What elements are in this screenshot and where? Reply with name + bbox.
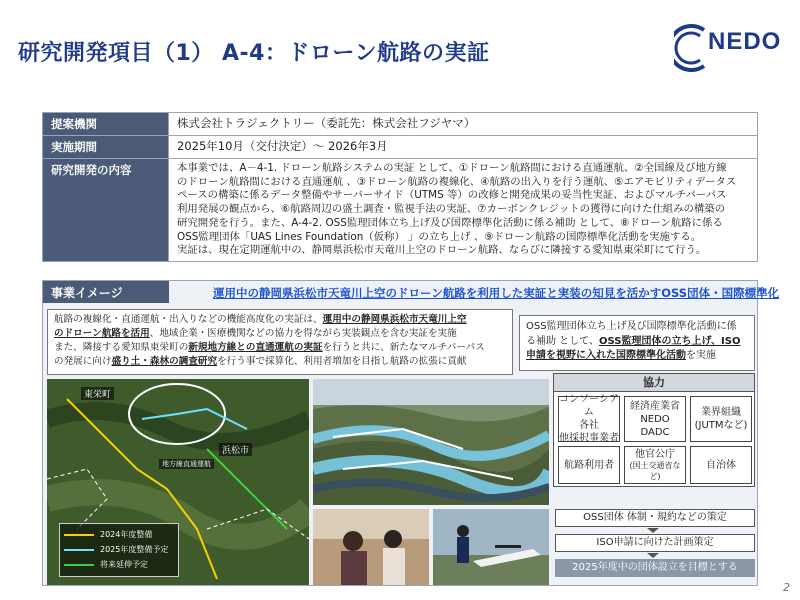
legend-swatch: [64, 549, 94, 551]
page-title: 研究開発項目（1） A-4：ドローン航路の実証: [18, 41, 490, 66]
legend-item: [64, 527, 174, 542]
box-text: 他官公庁: [635, 449, 675, 461]
box-text: (JUTMなど): [694, 420, 748, 431]
desc-emphasis: 新規地方線との直通運航の実証: [188, 341, 323, 353]
content-line: 利用発展の観点から、⑥航路周辺の盛土調査・監視手法の実証、⑦カーボンクレジットの獲得に向けた仕組みの構築の: [177, 203, 726, 216]
logo-text: NEDO: [708, 28, 782, 55]
box-text: 他採択事業者: [559, 433, 619, 444]
down-arrow-icon: [647, 553, 659, 558]
content-line: 本事業では、A－4-1. ドローン航路システムの実証 として、①ドローン航路間における直通運航、②全国線及び地方線: [177, 162, 727, 174]
satellite-map-image: [47, 379, 309, 585]
desc-text: 、地域企業・医療機関などの協力を得ながら実装観点を含む実証を実施: [149, 327, 457, 339]
box-text: NEDO: [640, 413, 670, 425]
desc-text: また、隣接する愛知県東栄町の: [54, 341, 189, 353]
industry-org-box: [690, 396, 752, 442]
drone-photo-icon: [433, 509, 549, 585]
content-line: ペースの構築に係るデータ整備やサーバーサイド（UTMS 等）の改修と開発成果の妥当性実証、およびマルチパーパス: [177, 189, 727, 202]
municipality-box: 自治体: [690, 446, 752, 484]
proposer-value: 株式会社トラジェクトリー（委託先：株式会社フジヤマ）: [169, 113, 758, 136]
iso-plan-bar: ISO申請に向けた計画策定: [555, 534, 755, 552]
table-row: [43, 136, 758, 159]
table-row: [43, 113, 758, 136]
note-emphasis: OSS監理団体の立ち上げ、ISO: [598, 335, 741, 347]
drone-photo: [433, 509, 549, 585]
project-info-table: [42, 112, 758, 262]
page-number: 2: [783, 581, 790, 594]
desc-text: 航路の複線化・直通運航・出入りなどの機能高度化の実証は、: [54, 314, 323, 325]
other-agencies-box: [624, 446, 686, 484]
cooperation-title: 協力: [554, 374, 754, 392]
panel-label: 事業イメージ: [43, 281, 169, 303]
legend-item: [64, 542, 174, 557]
map-label-route: 地方線直通運航: [159, 459, 214, 469]
map-legend: [59, 523, 179, 577]
desc-emphasis: 盛り土・森林の調査研究: [111, 355, 218, 367]
content-line: のドローン航路間における直通運航 、③ドローン航路の複線化、④航路の出入りを行う運航、⑤エアモビリティデータス: [177, 175, 737, 188]
desc-text: を行うと共に、新たなマルチパーパス: [322, 341, 485, 353]
content-line: 研究開発を行う。また、A-4-2. OSS監理団体立ち上げ及び国際標準化活動に係る補助 として、⑧ドローン航路に係る: [177, 216, 723, 229]
content-line: OSS監理団体「UAS Lines Foundation（仮称） 」の立ち上げ 、⑨ドローン航路の国際標準化活動を実施する。: [177, 230, 702, 243]
box-text: DADC: [640, 426, 670, 438]
legend-label: 2025年度整備予定: [100, 545, 169, 554]
desc-text: を行う事で採算化、利用者増加を目指し航路の拡張に貢献: [217, 355, 467, 367]
legend-label: 2024年度整備: [100, 530, 153, 539]
people-photo: [313, 509, 429, 585]
proposer-label: 提案機関: [43, 113, 169, 136]
period-value: 2025年10月（交付決定）～ 2026年3月: [169, 136, 758, 159]
drone-route-3d-image: [313, 379, 549, 505]
legend-swatch: [64, 564, 94, 566]
note-text: OSS監理団体立ち上げ及び国際標準化活動に係: [526, 321, 737, 332]
cooperation-diagram: [553, 373, 755, 487]
consortium-box: [558, 396, 620, 442]
box-text: コンソーシアム: [559, 394, 619, 418]
note-text: を実施: [686, 350, 716, 361]
down-arrow-icon: [647, 528, 659, 533]
people-photo-icon: [313, 509, 429, 585]
legend-label: 将来延伸予定: [100, 560, 148, 569]
oss-note-box: [519, 315, 755, 371]
note-emphasis: 申請を視野に入れた国際標準化活動: [526, 350, 686, 361]
map-label-toei: 東栄町: [81, 387, 114, 400]
3d-route-icon: [313, 379, 549, 505]
legend-swatch: [64, 534, 94, 536]
content-line: 実証は、現在定期運航中の、静岡県浜松市天竜川上空のドローン航路、ならびに隣接する愛知県東栄町にて行う。: [177, 244, 707, 257]
content-value: [169, 159, 758, 262]
panel-headline: 運用中の静岡県浜松市天竜川上空のドローン航路を利用した実証と実装の知見を活かすOSS団体・国際標準化: [213, 286, 780, 300]
oss-structure-bar: OSS団体 体制・規約などの策定: [555, 509, 755, 527]
box-text: 業界組織: [701, 407, 741, 418]
box-subtext: (国土交通省など): [629, 461, 681, 481]
project-image-panel: [42, 280, 780, 586]
table-row: [43, 159, 758, 262]
desc-emphasis: 運用中の静岡県浜松市天竜川上空: [322, 314, 467, 325]
legend-item: [64, 557, 174, 572]
route-users-box: 航路利用者: [558, 446, 620, 484]
box-text: 各社: [579, 420, 599, 431]
desc-emphasis: のドローン航路を活用: [54, 327, 150, 339]
goal-bar: 2025年度中の団体設立を目標とする: [555, 559, 755, 577]
period-label: 実施期間: [43, 136, 169, 159]
description-box: [47, 309, 513, 375]
meti-nedo-box: [624, 396, 686, 442]
box-text: 経済産業省: [630, 400, 680, 412]
note-text: る補助 として、: [526, 335, 599, 347]
map-label-hamamatsu: 浜松市: [219, 443, 252, 456]
content-label: 研究開発の内容: [43, 159, 169, 262]
desc-text: の発展に向け: [54, 355, 112, 367]
